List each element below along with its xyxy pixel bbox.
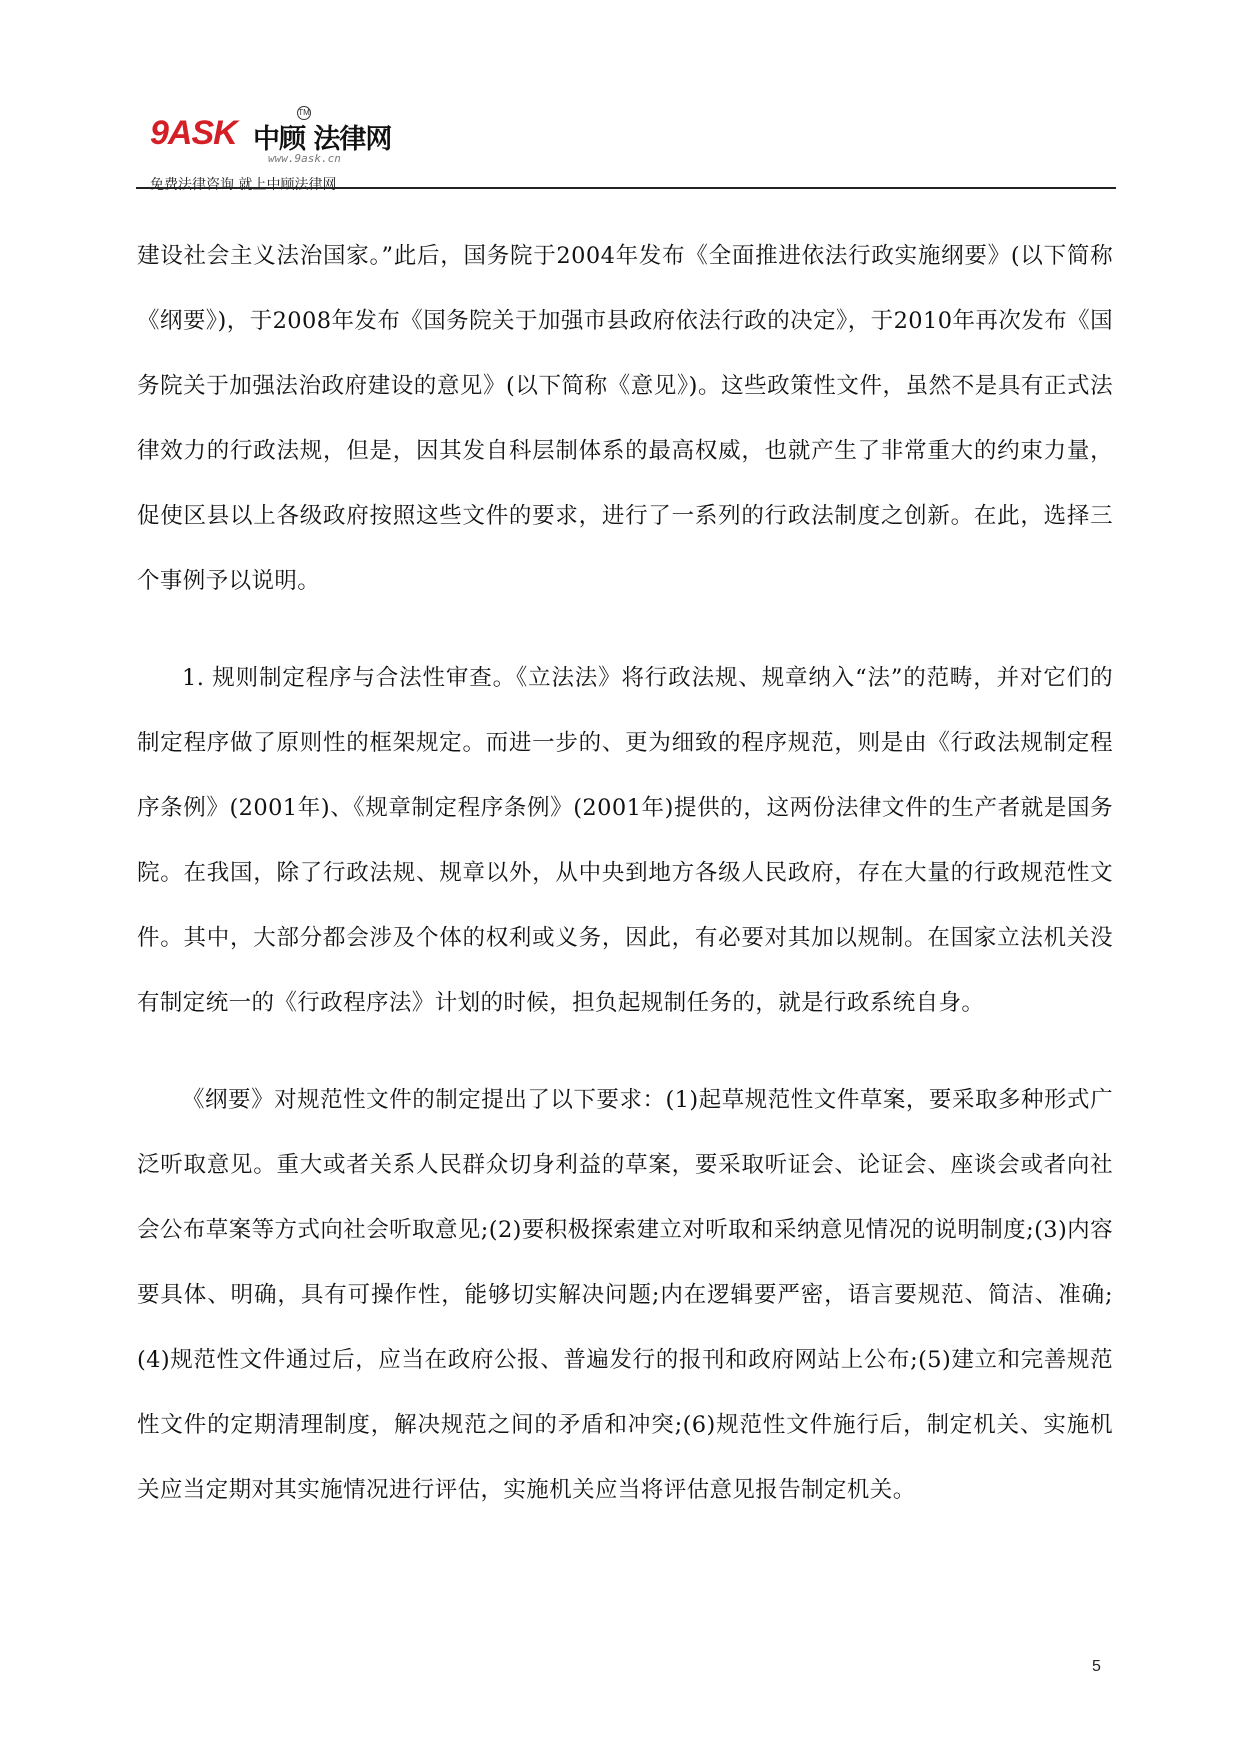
logo-slogan: 免费法律咨询 就上中顾法律网	[150, 177, 337, 193]
logo-url: www.9ask.cn	[268, 152, 341, 165]
paragraph-gap	[137, 1036, 1113, 1068]
header-divider	[136, 187, 1116, 189]
logo-mark	[150, 114, 237, 153]
page-number: 5	[1092, 1658, 1101, 1675]
site-logo	[150, 106, 410, 193]
logo-ask: ASK	[167, 114, 237, 152]
paragraph-3: 《纲要》对规范性文件的制定提出了以下要求：(1)起草规范性文件草案，要采取多种形式广泛听取意见。重大或者关系人民群众切身利益的草案，要采取听证会、论证会、座谈会或者向社会公布草案等方式向社会听取意见;(2)要积极探索建立对听取和采纳意见情况的说明制度;(3)内容要具体、明确，具有可操作性，能够切实解决问题;内在逻辑要严密，语言要规范、简洁、准确;(4)规范性文件通过后，应当在政府公报、普遍发行的报刊和政府网站上公布;(5)建立和完善规范性文件的定期清理制度，解决规范之间的矛盾和冲突;(6)规范性文件施行后，制定机关、实施机关应当定期对其实施情况进行评估，实施机关应当将评估意见报告制定机关。	[137, 1087, 1113, 1503]
document-body	[137, 224, 1113, 1523]
logo-nine: 9	[150, 114, 168, 152]
trademark-icon: TM	[297, 106, 311, 120]
paragraph-gap	[137, 614, 1113, 646]
logo-chinese-name: 中顾 法律网	[253, 124, 392, 155]
page-header	[136, 92, 1116, 193]
paragraph-2: 1. 规则制定程序与合法性审查。《立法法》将行政法规、规章纳入“法”的范畴，并对它们的制定程序做了原则性的框架规定。而进一步的、更为细致的程序规范，则是由《行政法规制定程序条例》(2001年)、《规章制定程序条例》(2001年)提供的，这两份法律文件的生产者就是国务院。在我国，除了行政法规、规章以外，从中央到地方各级人民政府，存在大量的行政规范性文件。其中，大部分都会涉及个体的权利或义务，因此，有必要对其加以规制。在国家立法机关没有制定统一的《行政程序法》计划的时候，担负起规制任务的，就是行政系统自身。	[137, 665, 1113, 1016]
paragraph-1: 建设社会主义法治国家。”此后，国务院于2004年发布《全面推进依法行政实施纲要》(以下简称《纲要》)，于2008年发布《国务院关于加强市县政府依法行政的决定》，于2010年再次发布《国务院关于加强法治政府建设的意见》(以下简称《意见》)。这些政策性文件，虽然不是具有正式法律效力的行政法规，但是，因其发自科层制体系的最高权威，也就产生了非常重大的约束力量，促使区县以上各级政府按照这些文件的要求，进行了一系列的行政法制度之创新。在此，选择三个事例予以说明。	[137, 243, 1113, 594]
